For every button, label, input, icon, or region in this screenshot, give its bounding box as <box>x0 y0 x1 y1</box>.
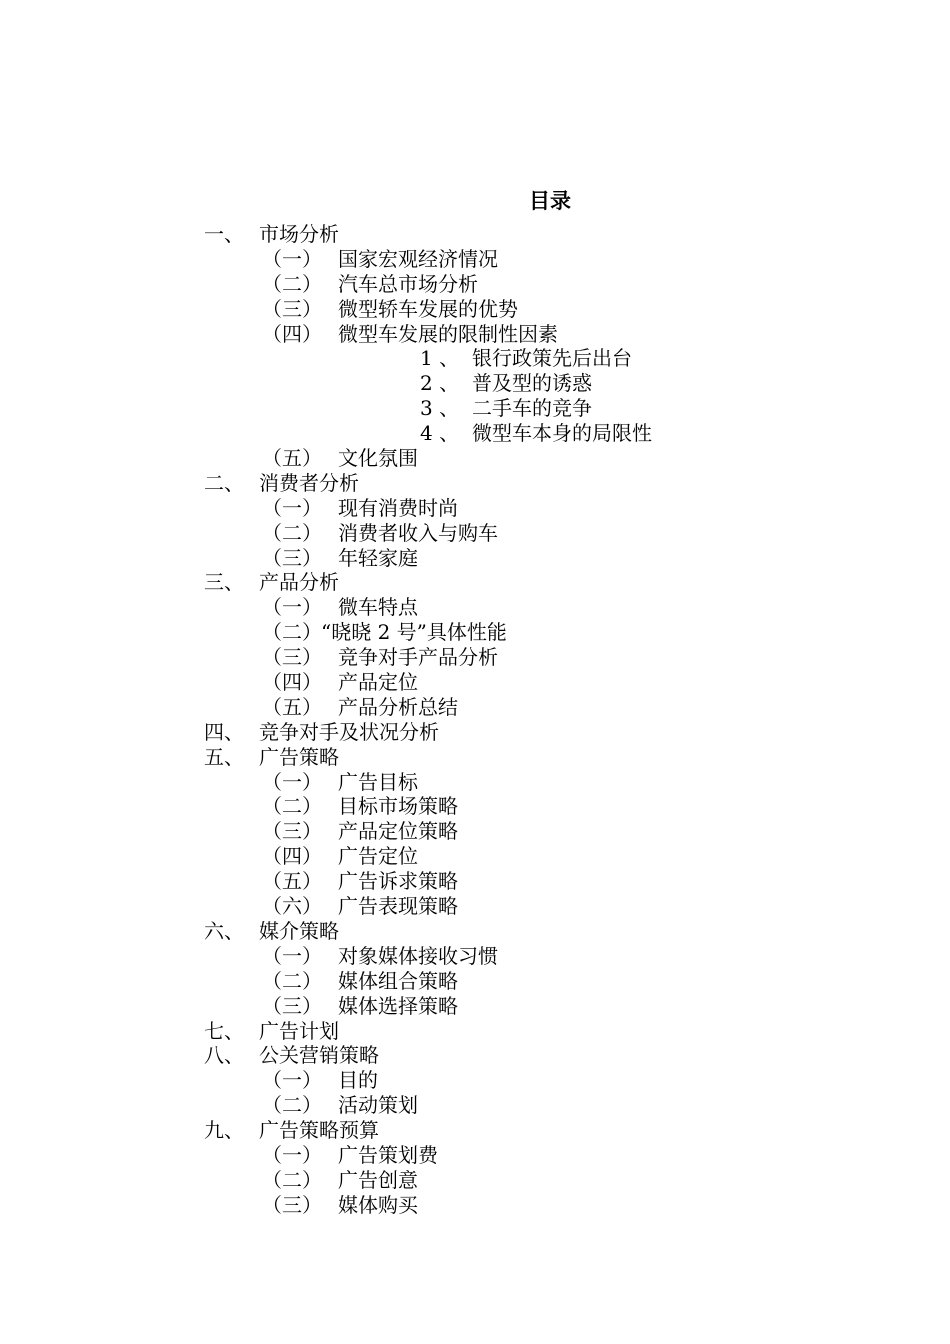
toc-entry-number: （二） <box>262 520 322 545</box>
toc-entry-level-3 <box>0 371 950 396</box>
toc-entry-number: （一） <box>262 1142 322 1167</box>
toc-entry-label: “晓晓 2 号”具体性能 <box>321 620 507 645</box>
toc-entry-number: （二） <box>262 1093 322 1118</box>
toc-entry-label: 产品定位策略 <box>338 819 458 844</box>
toc-entry-number: （四） <box>262 321 322 346</box>
toc-entry-label: 公关营销策略 <box>259 1043 379 1068</box>
toc-entry-label: 微型车本身的局限性 <box>472 421 652 446</box>
toc-entry-label: 目的 <box>338 1068 378 1093</box>
toc-entry-level-2 <box>0 994 950 1019</box>
toc-entry-level-2 <box>0 969 950 994</box>
toc-entry-level-1 <box>0 222 950 247</box>
toc-entry-number: （一） <box>262 769 322 794</box>
toc-entry-number: 九、 <box>204 1118 244 1143</box>
toc-entry-number: （一） <box>262 595 322 620</box>
toc-entry-label: 二手车的竞争 <box>472 396 592 421</box>
toc-entry-number: 四、 <box>204 719 244 744</box>
toc-entry-number: （二） <box>262 271 322 296</box>
toc-entry-level-2 <box>0 272 950 297</box>
toc-entry-label: 媒体组合策略 <box>338 968 458 993</box>
toc-entry-number: 五、 <box>204 744 244 769</box>
toc-entry-label: 对象媒体接收习惯 <box>338 943 498 968</box>
toc-entry-number: 八、 <box>204 1043 244 1068</box>
toc-entry-number: （四） <box>262 670 322 695</box>
toc-entry-number: （一） <box>262 495 322 520</box>
toc-entry-label: 产品分析总结 <box>338 694 458 719</box>
toc-entry-label: 竞争对手及状况分析 <box>259 719 439 744</box>
toc-entry-level-2 <box>0 695 950 720</box>
toc-entry-level-2 <box>0 645 950 670</box>
toc-entry-label: 银行政策先后出台 <box>472 346 632 371</box>
toc-entry-label: 广告诉求策略 <box>338 869 458 894</box>
toc-entry-level-2 <box>0 247 950 272</box>
toc-entry-number: 三、 <box>204 570 244 595</box>
toc-entry-level-2 <box>0 770 950 795</box>
toc-entry-label: 消费者分析 <box>259 470 359 495</box>
toc-entry-label: 竞争对手产品分析 <box>338 645 498 670</box>
toc-entry-level-1 <box>0 1118 950 1143</box>
toc-entry-number: （二） <box>262 968 322 993</box>
toc-entry-level-3 <box>0 346 950 371</box>
toc-entry-level-2 <box>0 297 950 322</box>
toc-entry-number: （三） <box>262 645 322 670</box>
toc-entry-number: （四） <box>262 844 322 869</box>
table-of-contents <box>0 222 950 1218</box>
toc-entry-level-2 <box>0 1143 950 1168</box>
toc-entry-number: （三） <box>262 296 322 321</box>
toc-entry-number: （三） <box>262 993 322 1018</box>
toc-entry-level-2 <box>0 869 950 894</box>
toc-entry-number: （三） <box>262 545 322 570</box>
toc-entry-level-1 <box>0 745 950 770</box>
toc-entry-level-2 <box>0 844 950 869</box>
toc-entry-label: 媒体购买 <box>338 1192 418 1217</box>
toc-entry-level-2 <box>0 521 950 546</box>
toc-entry-label: 广告策划费 <box>338 1142 438 1167</box>
toc-entry-level-2 <box>0 670 950 695</box>
toc-entry-label: 年轻家庭 <box>338 545 418 570</box>
toc-entry-number: 六、 <box>204 918 244 943</box>
page-title: 目录 <box>529 188 571 213</box>
toc-entry-number: （二） <box>262 1167 322 1192</box>
toc-entry-number: 1 、 <box>420 346 460 371</box>
toc-entry-number: 二、 <box>204 470 244 495</box>
toc-entry-level-2 <box>0 595 950 620</box>
toc-entry-level-3 <box>0 421 950 446</box>
toc-entry-number: 一、 <box>204 222 244 246</box>
toc-entry-number: （一） <box>262 943 322 968</box>
toc-entry-label: 产品定位 <box>338 670 418 695</box>
toc-entry-label: 广告目标 <box>338 769 418 794</box>
toc-entry-number: （一） <box>262 246 322 271</box>
toc-entry-label: 市场分析 <box>259 222 339 246</box>
toc-entry-level-1 <box>0 471 950 496</box>
toc-entry-level-2 <box>0 1193 950 1218</box>
toc-entry-number: （二） <box>262 794 322 819</box>
toc-entry-level-3 <box>0 396 950 421</box>
toc-entry-number: 七、 <box>204 1018 244 1043</box>
toc-entry-level-2 <box>0 546 950 571</box>
toc-entry-level-2 <box>0 1068 950 1093</box>
toc-entry-number: （五） <box>262 694 322 719</box>
toc-entry-level-1 <box>0 570 950 595</box>
toc-entry-number: 3 、 <box>420 396 460 421</box>
toc-entry-number: （二） <box>262 620 322 645</box>
toc-entry-label: 活动策划 <box>338 1093 418 1118</box>
toc-entry-label: 广告创意 <box>338 1167 418 1192</box>
toc-entry-level-2 <box>0 944 950 969</box>
toc-entry-label: 微车特点 <box>338 595 418 620</box>
toc-entry-label: 微型车发展的限制性因素 <box>338 321 558 346</box>
toc-entry-level-1 <box>0 1019 950 1044</box>
toc-entry-label: 国家宏观经济情况 <box>338 246 498 271</box>
toc-entry-label: 目标市场策略 <box>338 794 458 819</box>
toc-entry-level-1 <box>0 1043 950 1068</box>
toc-entry-number: （五） <box>262 446 322 471</box>
toc-entry-label: 广告策略 <box>259 744 339 769</box>
toc-entry-label: 广告表现策略 <box>338 894 458 919</box>
toc-entry-label: 媒体选择策略 <box>338 993 458 1018</box>
toc-entry-level-2 <box>0 819 950 844</box>
toc-entry-number: （五） <box>262 869 322 894</box>
toc-entry-level-2 <box>0 620 950 645</box>
toc-entry-label: 普及型的诱惑 <box>472 371 592 396</box>
toc-entry-number: （一） <box>262 1068 322 1093</box>
toc-entry-level-2 <box>0 1168 950 1193</box>
toc-entry-label: 广告定位 <box>338 844 418 869</box>
toc-entry-number: 4 、 <box>420 421 460 446</box>
toc-entry-label: 媒介策略 <box>259 918 339 943</box>
toc-entry-level-2 <box>0 496 950 521</box>
toc-entry-label: 文化氛围 <box>338 446 418 471</box>
toc-entry-label: 汽车总市场分析 <box>338 271 478 296</box>
toc-entry-level-2 <box>0 894 950 919</box>
toc-entry-number: 2 、 <box>420 371 460 396</box>
toc-entry-label: 广告计划 <box>259 1018 339 1043</box>
toc-entry-level-2 <box>0 1093 950 1118</box>
toc-entry-level-1 <box>0 919 950 944</box>
toc-entry-label: 消费者收入与购车 <box>338 520 498 545</box>
toc-entry-label: 产品分析 <box>259 570 339 595</box>
toc-entry-level-2 <box>0 794 950 819</box>
toc-entry-label: 现有消费时尚 <box>338 495 458 520</box>
toc-entry-label: 微型轿车发展的优势 <box>338 296 518 321</box>
toc-entry-level-2 <box>0 322 950 347</box>
toc-entry-label: 广告策略预算 <box>259 1118 379 1143</box>
toc-entry-number: （三） <box>262 819 322 844</box>
toc-entry-number: （六） <box>262 894 322 919</box>
toc-entry-level-2 <box>0 446 950 471</box>
toc-entry-level-1 <box>0 720 950 745</box>
toc-entry-number: （三） <box>262 1192 322 1217</box>
